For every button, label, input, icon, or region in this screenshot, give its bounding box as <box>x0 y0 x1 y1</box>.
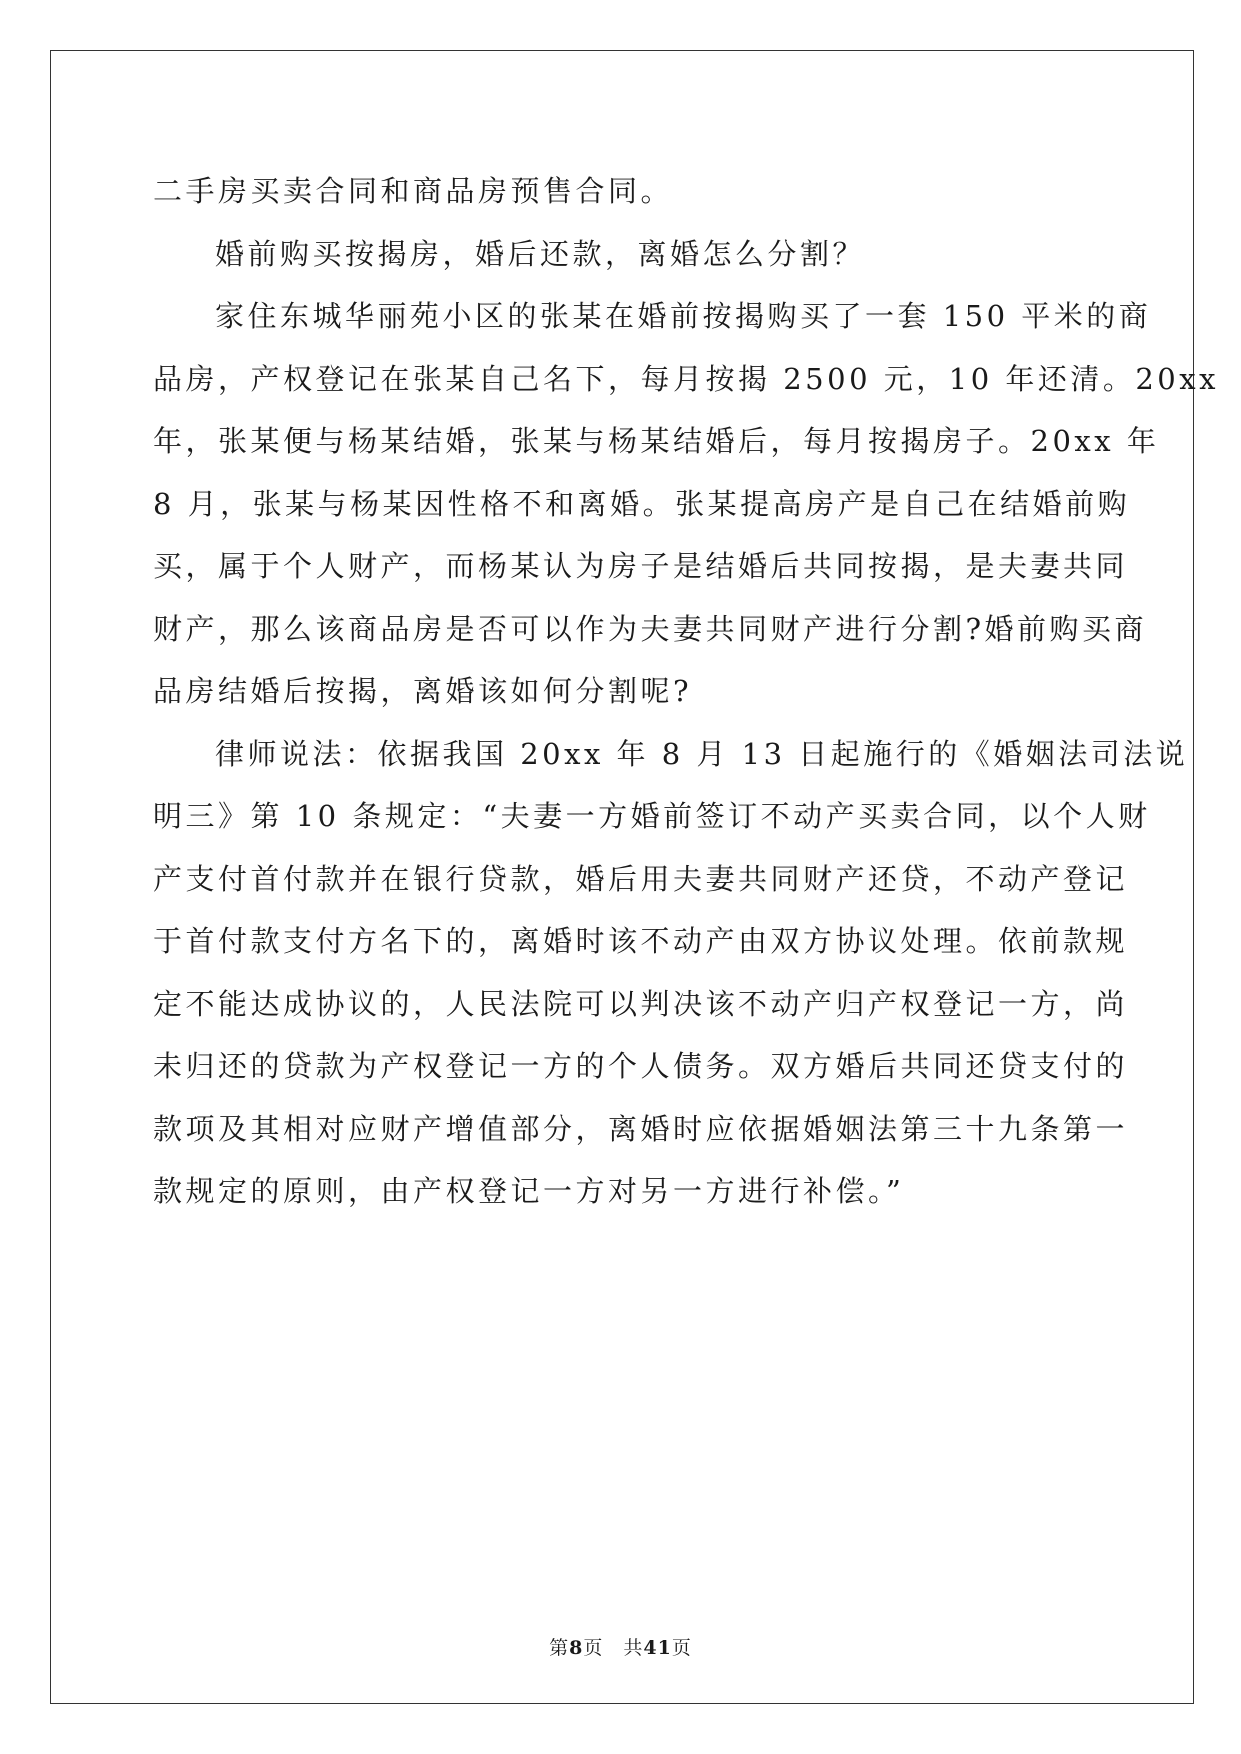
text-line: 年，张某便与杨某结婚，张某与杨某结婚后，每月按揭房子。20xx 年 <box>153 424 1160 458</box>
page-footer <box>0 1633 1241 1660</box>
text-line: 买，属于个人财产，而杨某认为房子是结婚后共同按揭，是夫妻共同 <box>153 549 1129 583</box>
page-number: 8 <box>569 1637 584 1659</box>
text-line: 明三》第 10 条规定：“夫妻一方婚前签订不动产买卖合同，以个人财 <box>153 799 1151 833</box>
text-line: 款规定的原则，由产权登记一方对另一方进行补偿。” <box>153 1174 905 1208</box>
footer-page-suffix: 页 <box>583 1637 604 1659</box>
text-line: 二手房买卖合同和商品房预售合同。 <box>153 174 674 208</box>
paragraph <box>153 223 1091 286</box>
text-line: 品房结婚后按揭，离婚该如何分割呢? <box>153 674 693 708</box>
text-line: 财产，那么该商品房是否可以作为夫妻共同财产进行分割?婚前购买商 <box>153 611 1148 646</box>
text-line: 律师说法：依据我国 20xx 年 8 月 13 日起施行的《婚姻法司法说 <box>215 736 1189 771</box>
text-line: 婚前购买按揭房，婚后还款，离婚怎么分割？ <box>215 236 866 271</box>
footer-total-prefix: 共 <box>623 1637 644 1659</box>
footer-total-suffix: 页 <box>671 1637 692 1659</box>
document-body <box>153 160 1219 1223</box>
text-line: 未归还的贷款为产权登记一方的个人债务。双方婚后共同还贷支付的 <box>153 1049 1129 1083</box>
footer-prefix: 第 <box>549 1637 570 1659</box>
text-line: 于首付款支付方名下的，离婚时该不动产由双方协议处理。依前款规 <box>153 924 1129 958</box>
paragraph <box>153 285 1219 723</box>
paragraph <box>153 723 1189 1223</box>
text-line: 8 月，张某与杨某因性格不和离婚。张某提高房产是自己在结婚前购 <box>153 486 1131 521</box>
text-line: 定不能达成协议的，人民法院可以判决该不动产归产权登记一方，尚 <box>153 986 1129 1021</box>
total-pages: 41 <box>643 1637 672 1659</box>
text-line: 产支付首付款并在银行贷款，婚后用夫妻共同财产还贷，不动产登记 <box>153 861 1129 896</box>
text-line: 款项及其相对应财产增值部分，离婚时应依据婚姻法第三十九条第一 <box>153 1111 1129 1146</box>
text-line: 品房，产权登记在张某自己名下，每月按揭 2500 元，10 年还清。20xx <box>153 361 1219 396</box>
paragraph <box>153 160 1091 223</box>
text-line: 家住东城华丽苑小区的张某在婚前按揭购买了一套 150 平米的商 <box>215 299 1152 333</box>
